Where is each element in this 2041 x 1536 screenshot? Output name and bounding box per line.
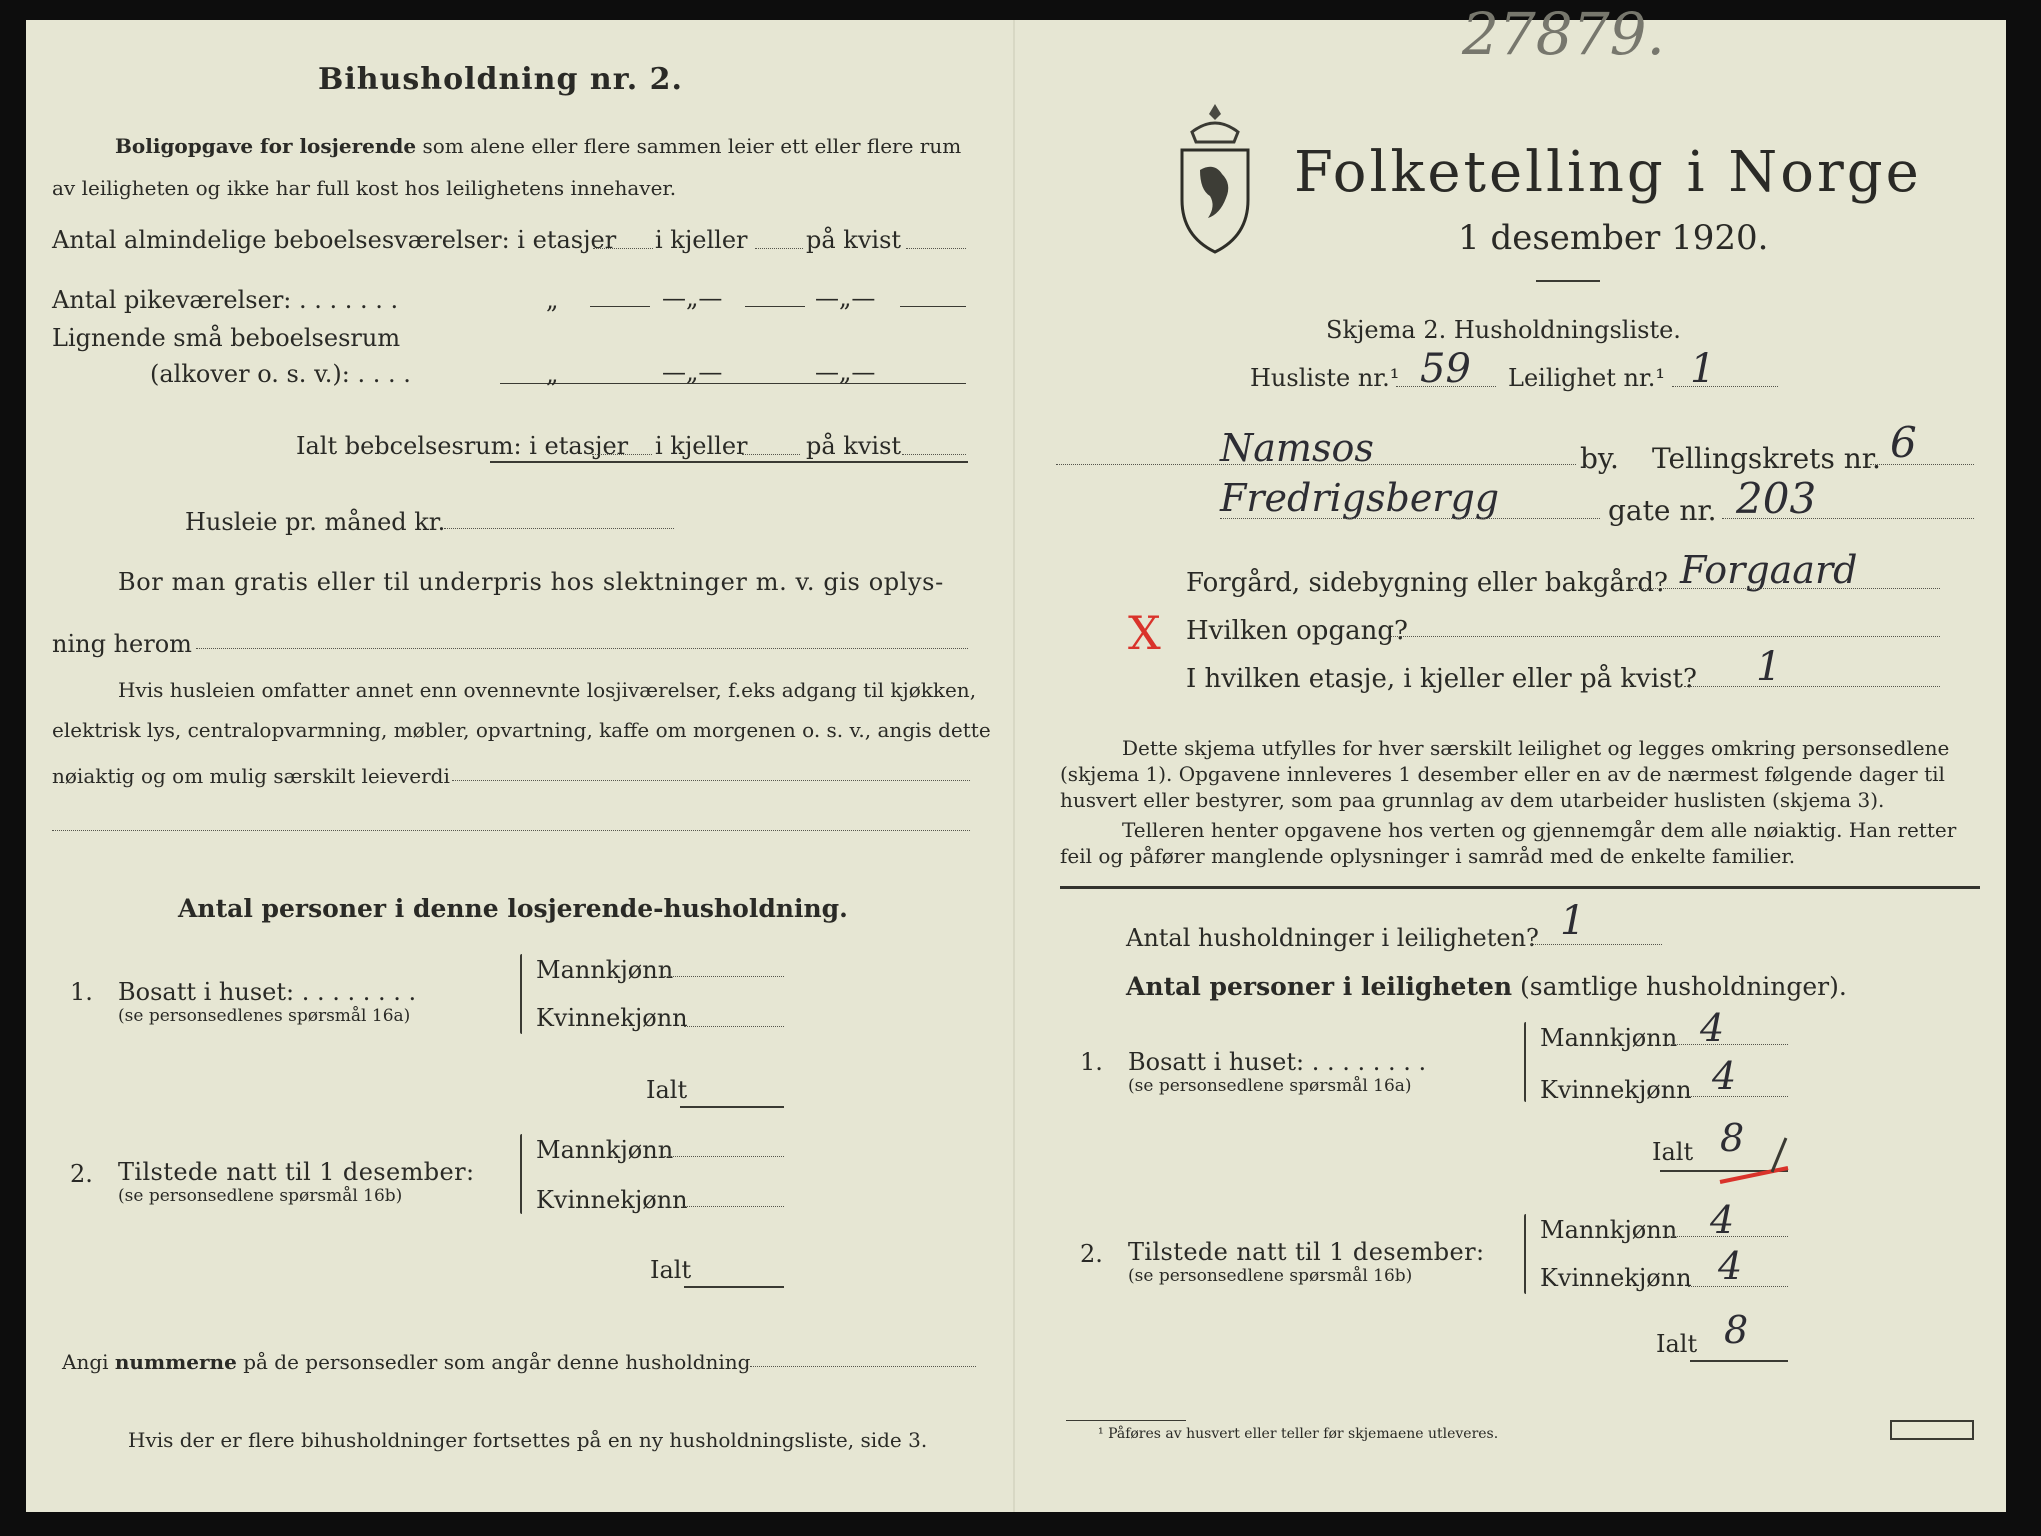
gate-nr-value[interactable]: 203 xyxy=(1736,474,1817,523)
husleie-label: Husleie pr. måned kr. xyxy=(185,508,446,536)
opgang-label: Hvilken opgang? xyxy=(1186,616,1408,646)
left-q1-mann: Mannkjønn xyxy=(536,956,674,984)
lignende-ditto: „ xyxy=(546,360,559,388)
intro-line2: av leiligheten og ikke har full kost hos leilighetens innehaver. xyxy=(52,176,677,200)
right-q1-mann: Mannkjønn xyxy=(1540,1024,1678,1052)
rooms-etasjer-line[interactable] xyxy=(593,248,653,249)
intro-rest: som alene eller flere sammen leier ett eller flere rum xyxy=(422,134,962,158)
antal-hush-value[interactable]: 1 xyxy=(1560,898,1586,944)
lignende-line1: Lignende små beboelsesrum xyxy=(52,324,401,352)
pike-ditto: „ xyxy=(546,286,559,314)
left-title: Bihusholdning nr. 2. xyxy=(318,62,683,97)
antal-hush-label: Antal husholdninger i leiligheten? xyxy=(1126,924,1539,952)
right-q2-mann-value[interactable]: 4 xyxy=(1710,1198,1735,1242)
right-footnote: ¹ Påføres av husvert eller teller før skjemaene utleveres. xyxy=(1098,1426,1499,1442)
pike-dash-ditto-1: —„— xyxy=(662,284,723,312)
hvis-line2: elektrisk lys, centralopvarmning, møbler, opvartning, kaffe om morgenen o. s. v., angis dette xyxy=(52,718,991,742)
section-divider xyxy=(1060,886,1980,889)
angi-rest: på de personsedler som angår denne husholdning xyxy=(243,1350,751,1374)
instr-line5: feil og påfører manglende oplysninger i samråd med de enkelte familier. xyxy=(1060,844,1796,868)
krets-label: Tellingskrets nr. xyxy=(1652,442,1881,475)
forgard-value[interactable]: Forgaard xyxy=(1680,548,1858,592)
rooms-kjeller-line[interactable] xyxy=(755,248,803,249)
left-q1-sub: (se personsedlenes spørsmål 16a) xyxy=(118,1006,411,1026)
coat-of-arms-icon xyxy=(1170,100,1260,260)
red-check-mark-icon xyxy=(1716,1128,1796,1188)
by-value[interactable]: Namsos xyxy=(1220,426,1374,470)
krets-value[interactable]: 6 xyxy=(1890,418,1917,467)
ialt-rooms-kvist: på kvist xyxy=(806,432,902,460)
gate-label: gate nr. xyxy=(1608,494,1717,527)
left-q2-kvinne: Kvinnekjønn xyxy=(536,1186,688,1214)
right-q2-ialt: Ialt xyxy=(1656,1330,1698,1358)
right-q1-mann-value[interactable]: 4 xyxy=(1700,1006,1725,1050)
left-persons-heading: Antal personer i denne losjerende-husholdning. xyxy=(178,894,848,923)
instr-line4: Telleren henter opgavene hos verten og gjennemgår dem alle nøiaktig. Han retter xyxy=(1122,818,1957,842)
bor-line1: Bor man gratis eller til underpris hos slektninger m. v. gis oplys- xyxy=(118,568,944,596)
angi-text xyxy=(62,1350,750,1374)
right-q2-num: 2. xyxy=(1080,1240,1103,1268)
husleie-line[interactable] xyxy=(444,528,674,529)
left-q1-label: Bosatt i huset: . . . . . . . . xyxy=(118,978,417,1006)
lignende-line2: (alkover o. s. v.): . . . . xyxy=(150,360,411,388)
page-fold xyxy=(1013,20,1015,1512)
intro-bold: Boligopgave for losjerende xyxy=(115,134,417,158)
instr-line3: husvert eller bestyrer, som paa grunnlag av dem utarbeider huslisten (skjema 3). xyxy=(1060,788,1885,812)
right-q1-sub: (se personsedlene spørsmål 16a) xyxy=(1128,1076,1412,1096)
left-q1-ialt: Ialt xyxy=(646,1076,688,1104)
right-date: 1 desember 1920. xyxy=(1458,218,1769,258)
left-q1-num: 1. xyxy=(70,978,93,1006)
right-persons-heading-rest: (samtlige husholdninger). xyxy=(1520,972,1847,1001)
right-q2-mann: Mannkjønn xyxy=(1540,1216,1678,1244)
left-q1-kvinne: Kvinnekjønn xyxy=(536,1004,688,1032)
right-q1-kvinne: Kvinnekjønn xyxy=(1540,1076,1692,1104)
left-q2-label: Tilstede natt til 1 desember: xyxy=(118,1158,475,1186)
pike-dash-ditto-2: —„— xyxy=(815,284,876,312)
right-persons-heading xyxy=(1126,972,1847,1001)
right-q1-ialt-value[interactable]: 8 xyxy=(1720,1116,1745,1160)
right-q2-kvinne: Kvinnekjønn xyxy=(1540,1264,1692,1292)
leilighet-value[interactable]: 1 xyxy=(1690,346,1716,392)
ialt-rooms-kjeller: i kjeller xyxy=(655,432,748,460)
red-x-mark: X xyxy=(1128,606,1161,660)
left-q2-mann: Mannkjønn xyxy=(536,1136,674,1164)
hvis-line1: Hvis husleien omfatter annet enn ovennevnte losjiværelser, f.eks adgang til kjøkken, xyxy=(118,678,977,702)
right-title: Folketelling i Norge xyxy=(1294,140,1922,205)
husliste-value[interactable]: 59 xyxy=(1420,346,1471,392)
gate-value[interactable]: Fredrigsbergg xyxy=(1220,476,1500,520)
right-q2-kvinne-value[interactable]: 4 xyxy=(1718,1244,1743,1288)
right-q2-label: Tilstede natt til 1 desember: xyxy=(1128,1238,1485,1266)
ialt-rooms-label: Ialt bebcelsesrum: i etasjer xyxy=(296,432,629,460)
right-q1-label: Bosatt i huset: . . . . . . . . xyxy=(1128,1048,1427,1076)
left-q2-ialt: Ialt xyxy=(650,1256,692,1284)
instr-line2: (skjema 1). Opgavene innleveres 1 desember eller en av de nærmest følgende dager til xyxy=(1060,762,1945,786)
angi-bold: nummerne xyxy=(114,1350,237,1374)
right-q1-kvinne-value[interactable]: 4 xyxy=(1712,1054,1737,1098)
pike-label: Antal pikeværelser: . . . . . . . xyxy=(52,286,399,314)
right-q2-sub: (se personsedlene spørsmål 16b) xyxy=(1128,1266,1413,1286)
instr-line1: Dette skjema utfylles for hver særskilt leilighet og legges omkring personsedlene xyxy=(1122,736,1950,760)
left-footer: Hvis der er flere bihusholdninger fortsettes på en ny husholdningsliste, side 3. xyxy=(128,1428,928,1452)
etasje-label: I hvilken etasje, i kjeller eller på kvist? xyxy=(1186,664,1697,694)
right-q1-num: 1. xyxy=(1080,1048,1103,1076)
rooms-kvist: på kvist xyxy=(806,226,902,254)
etasje-value[interactable]: 1 xyxy=(1756,644,1782,690)
left-q2-sub: (se personsedlene spørsmål 16b) xyxy=(118,1186,403,1206)
skjema-label: Skjema 2. Husholdningsliste. xyxy=(1326,316,1681,344)
archive-number: 27879. xyxy=(1462,0,1665,68)
rooms-kjeller: i kjeller xyxy=(655,226,748,254)
printer-stamp xyxy=(1890,1420,1974,1440)
angi-pre: Angi xyxy=(62,1350,109,1374)
left-q2-num: 2. xyxy=(70,1160,93,1188)
right-q2-ialt-value[interactable]: 8 xyxy=(1724,1308,1749,1352)
right-q1-ialt: Ialt xyxy=(1652,1138,1694,1166)
intro-text xyxy=(115,134,961,158)
bor-line2: ning herom xyxy=(52,630,192,658)
leilighet-label: Leilighet nr.¹ xyxy=(1508,364,1666,392)
lignende-dash-ditto-2: —„— xyxy=(815,358,876,386)
husliste-label: Husliste nr.¹ xyxy=(1250,364,1400,392)
rooms-kvist-line[interactable] xyxy=(906,248,966,249)
rooms-label: Antal almindelige beboelsesværelser: i etasjer xyxy=(52,226,617,254)
hvis-line3: nøiaktig og om mulig særskilt leieverdi xyxy=(52,764,450,788)
forgard-label: Forgård, sidebygning eller bakgård? xyxy=(1186,568,1668,598)
lignende-dash-ditto-1: —„— xyxy=(662,358,723,386)
right-persons-heading-bold: Antal personer i leiligheten xyxy=(1126,972,1513,1001)
by-label: by. xyxy=(1580,442,1619,475)
